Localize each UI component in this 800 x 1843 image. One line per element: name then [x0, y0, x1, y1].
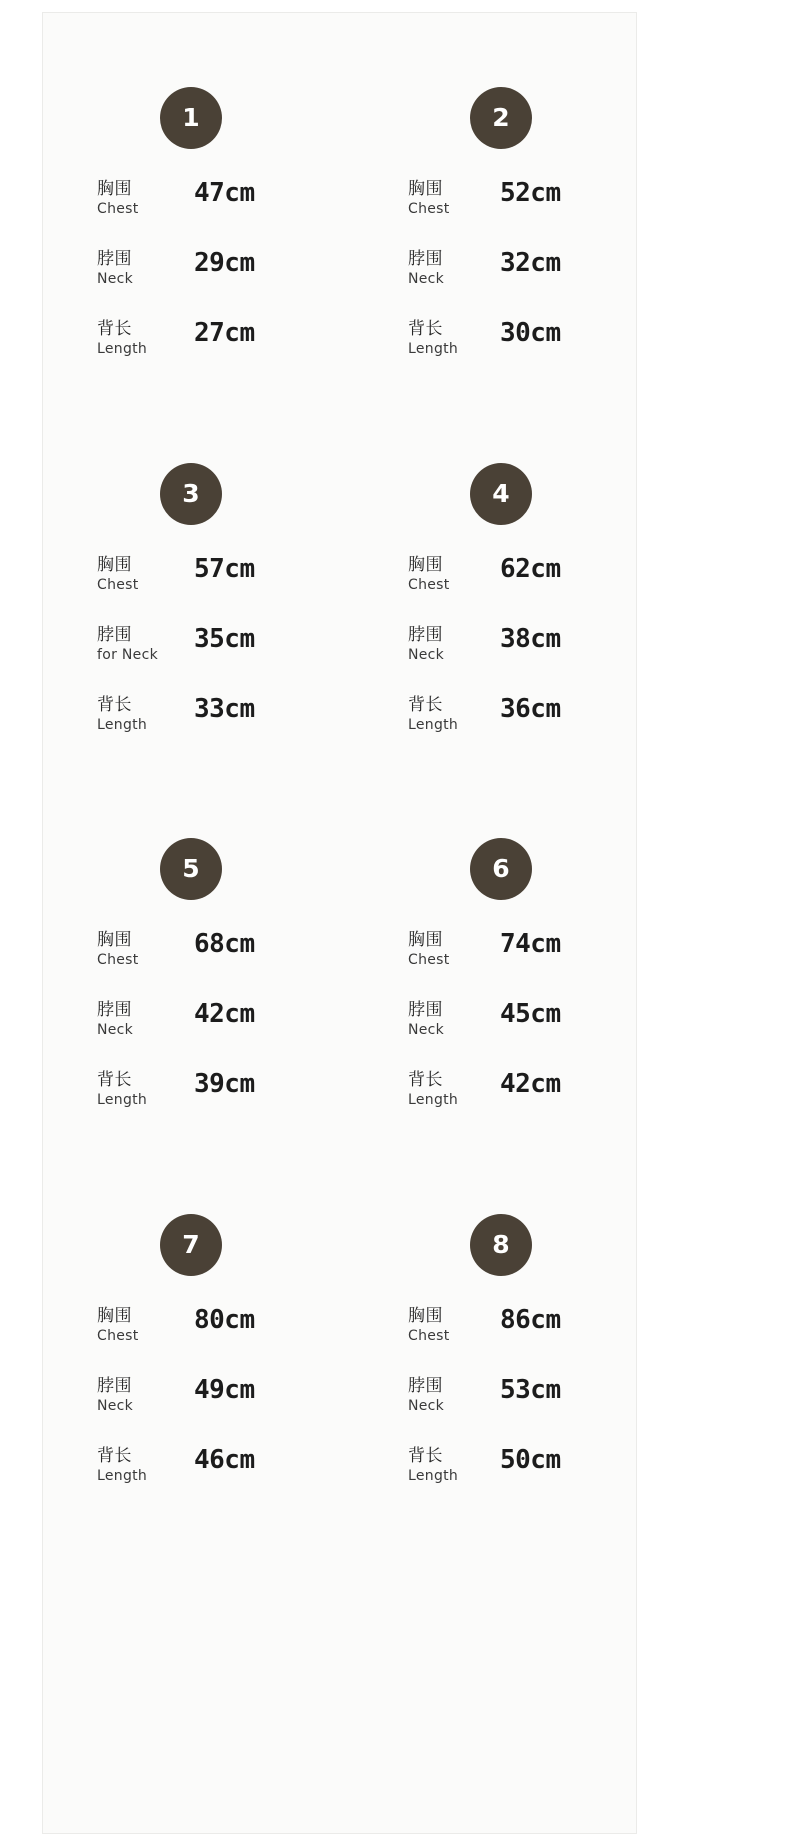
measurement-row — [340, 1066, 638, 1136]
measurement-label-en: Neck — [97, 1398, 134, 1414]
measurement-label-cn: 脖围 — [97, 249, 132, 269]
measurement-row — [42, 1302, 340, 1372]
measurement-label-cn: 背长 — [408, 1070, 443, 1090]
measurement-value: 80cm — [194, 1305, 255, 1335]
measurement-label-en: Chest — [408, 577, 450, 593]
measurement-label-en: Length — [408, 717, 459, 733]
measurement-label-en: Length — [97, 1468, 148, 1484]
measurement-value: 27cm — [194, 318, 255, 348]
measurement-row — [340, 315, 638, 385]
measurement-row — [42, 1372, 340, 1442]
size-grid — [42, 12, 639, 1834]
measurement-label — [97, 319, 197, 358]
measurement-label-en: Length — [408, 1092, 459, 1108]
measurement-label — [408, 1376, 508, 1415]
measurement-label-en: Chest — [408, 1328, 450, 1344]
measurement-row — [340, 175, 638, 245]
measurement-label-cn: 背长 — [97, 1446, 132, 1466]
measurement-label-cn: 脖围 — [408, 1376, 443, 1396]
measurement-label — [408, 930, 508, 969]
measurement-value: 62cm — [500, 554, 561, 584]
measurement-label-cn: 胸围 — [97, 555, 132, 575]
measurement-label — [97, 695, 197, 734]
measurement-label-cn: 背长 — [408, 695, 443, 715]
measurement-value: 50cm — [500, 1445, 561, 1475]
measurement-label-cn: 脖围 — [408, 625, 443, 645]
measurement-label — [97, 1306, 197, 1345]
measurement-row — [340, 551, 638, 621]
measurement-list — [340, 551, 638, 761]
size-badge: 2 — [470, 87, 532, 149]
measurement-value: 74cm — [500, 929, 561, 959]
measurement-row — [42, 926, 340, 996]
measurement-label — [408, 555, 508, 594]
measurement-row — [340, 1372, 638, 1442]
measurement-label-cn: 脖围 — [97, 625, 132, 645]
size-badge: 5 — [160, 838, 222, 900]
measurement-label-en: Chest — [408, 201, 450, 217]
size-card-2 — [340, 87, 638, 524]
measurement-label-en: Chest — [97, 201, 139, 217]
measurement-label — [408, 1446, 508, 1485]
measurement-value: 46cm — [194, 1445, 255, 1475]
measurement-label-cn: 胸围 — [97, 1306, 132, 1326]
measurement-label-en: for Neck — [97, 647, 158, 663]
measurement-label-cn: 胸围 — [408, 930, 443, 950]
measurement-label — [408, 249, 508, 288]
measurement-row — [42, 1442, 340, 1512]
measurement-label-en: Neck — [408, 647, 445, 663]
measurement-row — [42, 175, 340, 245]
measurement-label-cn: 脖围 — [408, 1000, 443, 1020]
measurement-value: 53cm — [500, 1375, 561, 1405]
measurement-label-en: Chest — [97, 952, 139, 968]
measurement-label-cn: 背长 — [97, 319, 132, 339]
measurement-label-cn: 脖围 — [97, 1000, 132, 1020]
size-card-1 — [42, 87, 340, 524]
measurement-label-cn: 背长 — [97, 695, 132, 715]
measurement-label-en: Neck — [97, 1022, 134, 1038]
measurement-row — [42, 551, 340, 621]
measurement-value: 45cm — [500, 999, 561, 1029]
measurement-label — [408, 319, 508, 358]
size-badge: 6 — [470, 838, 532, 900]
measurement-value: 29cm — [194, 248, 255, 278]
measurement-label-cn: 胸围 — [97, 930, 132, 950]
measurement-label-en: Neck — [408, 1398, 445, 1414]
size-badge: 3 — [160, 463, 222, 525]
measurement-label — [97, 930, 197, 969]
measurement-label-en: Length — [97, 341, 148, 357]
measurement-list — [340, 1302, 638, 1512]
size-card-7 — [42, 1214, 340, 1651]
measurement-row — [42, 996, 340, 1066]
measurement-value: 57cm — [194, 554, 255, 584]
measurement-row — [340, 621, 638, 691]
measurement-label — [97, 1070, 197, 1109]
measurement-row — [42, 691, 340, 761]
measurement-label-cn: 背长 — [97, 1070, 132, 1090]
measurement-label-cn: 胸围 — [408, 179, 443, 199]
measurement-label-cn: 胸围 — [408, 1306, 443, 1326]
size-badge: 4 — [470, 463, 532, 525]
measurement-label — [97, 249, 197, 288]
measurement-label — [97, 1376, 197, 1415]
size-card-6 — [340, 838, 638, 1275]
size-card-8 — [340, 1214, 638, 1651]
measurement-label-cn: 背长 — [408, 1446, 443, 1466]
measurement-row — [340, 1302, 638, 1372]
size-card-3 — [42, 463, 340, 900]
measurement-value: 33cm — [194, 694, 255, 724]
measurement-list — [42, 175, 340, 385]
measurement-label-en: Length — [408, 341, 459, 357]
measurement-value: 38cm — [500, 624, 561, 654]
measurement-label-en: Chest — [97, 1328, 139, 1344]
measurement-row — [42, 621, 340, 691]
measurement-list — [42, 1302, 340, 1512]
measurement-label — [408, 1306, 508, 1345]
measurement-list — [340, 175, 638, 385]
measurement-label — [408, 1000, 508, 1039]
measurement-label-en: Length — [97, 1092, 148, 1108]
size-badge: 7 — [160, 1214, 222, 1276]
measurement-value: 42cm — [500, 1069, 561, 1099]
size-badge: 1 — [160, 87, 222, 149]
measurement-row — [340, 691, 638, 761]
measurement-value: 86cm — [500, 1305, 561, 1335]
measurement-value: 52cm — [500, 178, 561, 208]
measurement-label-cn: 胸围 — [97, 179, 132, 199]
measurement-value: 42cm — [194, 999, 255, 1029]
measurement-value: 35cm — [194, 624, 255, 654]
measurement-value: 39cm — [194, 1069, 255, 1099]
measurement-label — [408, 695, 508, 734]
measurement-label — [408, 1070, 508, 1109]
measurement-label-cn: 脖围 — [97, 1376, 132, 1396]
measurement-row — [340, 1442, 638, 1512]
measurement-value: 68cm — [194, 929, 255, 959]
measurement-row — [42, 315, 340, 385]
size-badge: 8 — [470, 1214, 532, 1276]
size-card-5 — [42, 838, 340, 1275]
measurement-label-cn: 脖围 — [408, 249, 443, 269]
measurement-row — [42, 1066, 340, 1136]
measurement-label-en: Neck — [408, 1022, 445, 1038]
measurement-value: 47cm — [194, 178, 255, 208]
measurement-label-en: Chest — [97, 577, 139, 593]
measurement-label — [408, 625, 508, 664]
measurement-value: 30cm — [500, 318, 561, 348]
measurement-row — [340, 926, 638, 996]
measurement-row — [340, 996, 638, 1066]
measurement-label-en: Length — [408, 1468, 459, 1484]
measurement-value: 49cm — [194, 1375, 255, 1405]
measurement-label-en: Chest — [408, 952, 450, 968]
measurement-label-en: Length — [97, 717, 148, 733]
measurement-label-en: Neck — [408, 271, 445, 287]
measurement-value: 32cm — [500, 248, 561, 278]
measurement-label-cn: 胸围 — [408, 555, 443, 575]
measurement-list — [42, 551, 340, 761]
measurement-label — [97, 1000, 197, 1039]
measurement-value: 36cm — [500, 694, 561, 724]
measurement-label — [97, 625, 197, 664]
measurement-label-en: Neck — [97, 271, 134, 287]
measurement-label — [97, 179, 197, 218]
measurement-list — [42, 926, 340, 1136]
measurement-label — [97, 555, 197, 594]
measurement-label — [97, 1446, 197, 1485]
measurement-row — [42, 245, 340, 315]
size-card-4 — [340, 463, 638, 900]
measurement-label-cn: 背长 — [408, 319, 443, 339]
measurement-label — [408, 179, 508, 218]
measurement-row — [340, 245, 638, 315]
measurement-list — [340, 926, 638, 1136]
